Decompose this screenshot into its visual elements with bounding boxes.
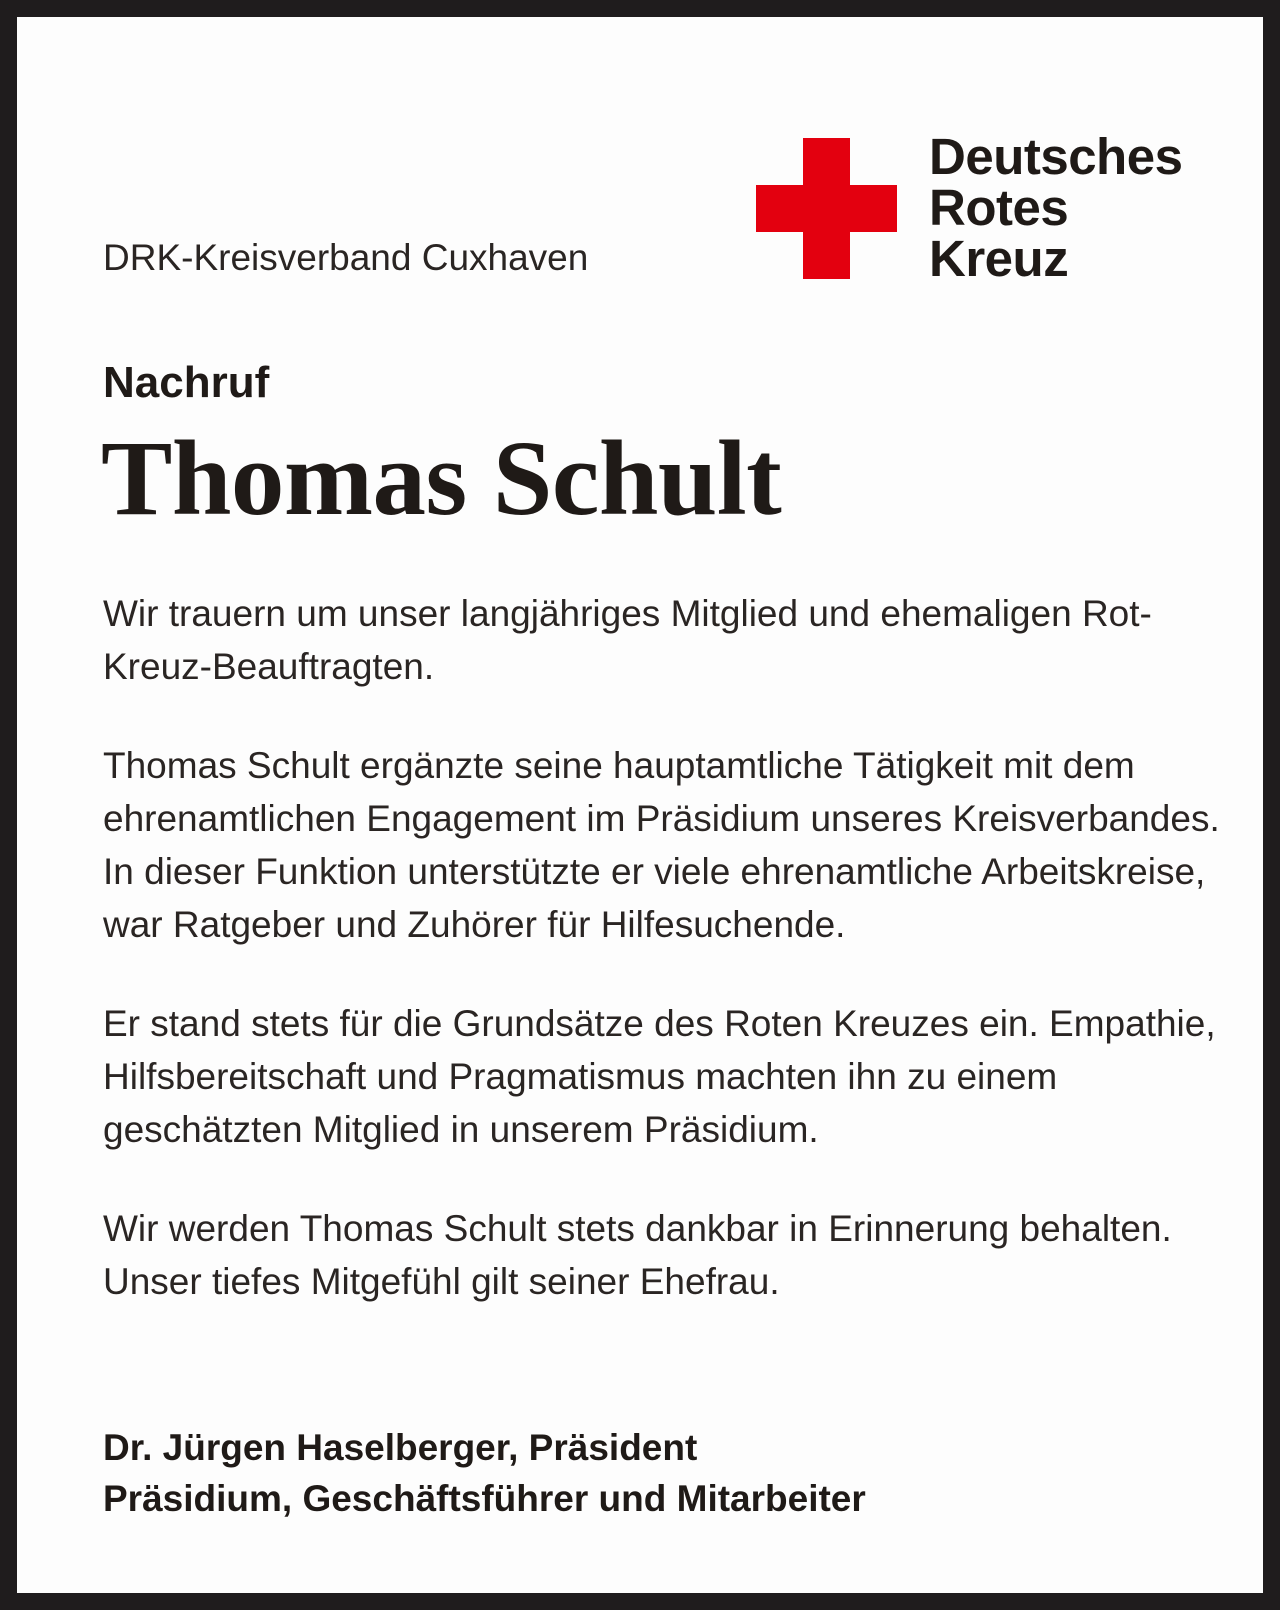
body-paragraph: Wir trauern um unser langjähriges Mitglied und ehemaligen Rot-Kreuz-Beauftragten.	[103, 593, 1152, 687]
red-cross-icon	[756, 138, 897, 279]
notice-body	[103, 587, 1223, 1354]
notice-kicker: Nachruf	[103, 358, 270, 407]
body-paragraph: Er stand stets für die Grundsätze des Roten Kreuzes ein. Empathie, Hilfsbereitschaft und Pragmatismus machten ihn zu einem geschätzten Mitglied in unserem Präsidium.	[103, 1003, 1216, 1150]
signature-line: Dr. Jürgen Haselberger, Präsident	[103, 1427, 698, 1468]
signature-line: Präsidium, Geschäftsführer und Mitarbeiter	[103, 1478, 866, 1519]
logo-line: Kreuz	[929, 230, 1069, 287]
drk-logo-wordmark	[929, 128, 1183, 287]
deceased-name: Thomas Schult	[101, 420, 782, 538]
organization-name: DRK-Kreisverband Cuxhaven	[103, 237, 589, 278]
body-paragraph: Thomas Schult ergänzte seine hauptamtliche Tätigkeit mit dem ehrenamtlichen Engagement im Präsidium unseres Kreisverbandes. In dieser Funktion unterstützte er viele ehrenamtliche Arbeitskreise, war Ratgeber und Zuhörer für Hilfesuchende.	[103, 745, 1220, 945]
logo-line: Rotes	[929, 179, 1069, 236]
signature-block	[103, 1422, 1223, 1524]
body-paragraph: Wir werden Thomas Schult stets dankbar in Erinnerung behalten. Unser tiefes Mitgefühl gilt seiner Ehefrau.	[103, 1208, 1172, 1302]
logo-line: Deutsches	[929, 128, 1183, 185]
